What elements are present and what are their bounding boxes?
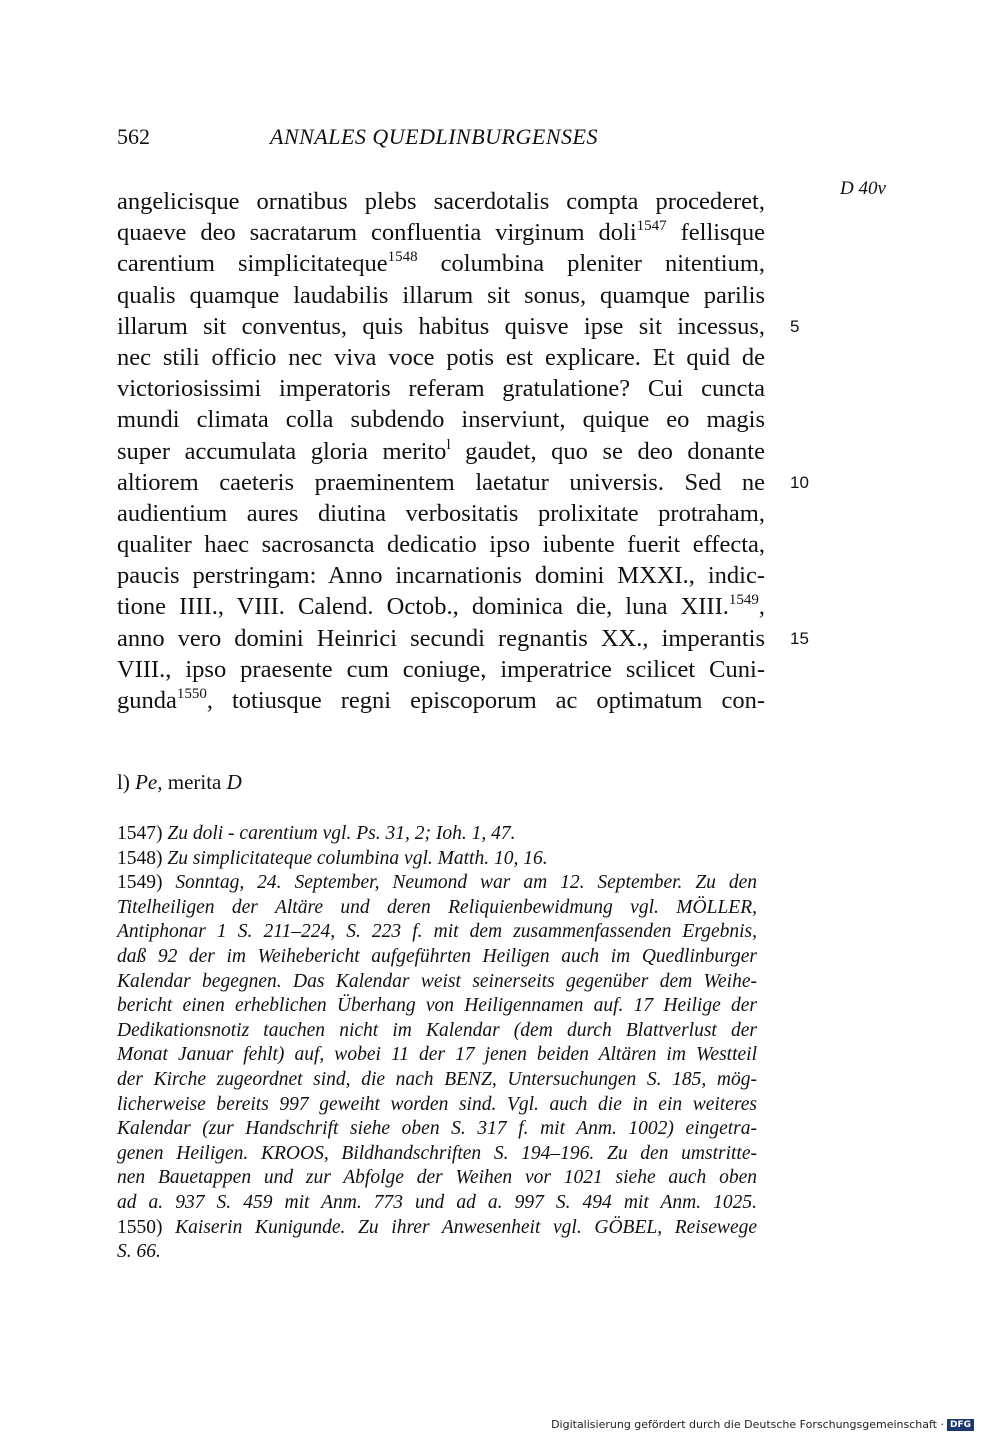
- text-line: [117, 373, 765, 404]
- text-segment: victoriosissimi imperatoris referam gratulatione? Cui cuncta: [117, 375, 765, 403]
- footnote-line: [117, 1191, 757, 1216]
- running-title: ANNALES QUEDLINBURGENSES: [270, 124, 598, 149]
- text-line: [117, 623, 765, 654]
- text-segment: quaeve deo sacratarum confluentia virginum doli: [117, 219, 637, 247]
- footnotes: [117, 822, 757, 1265]
- margin-siglum: D 40v: [840, 178, 886, 199]
- text-segment: paucis perstringam: Anno incarnationis domini MXXI., indic-: [117, 562, 765, 590]
- footnote-text: Sonntag, 24. September, Neumond war am 12. September. Zu den: [175, 872, 757, 894]
- footnote-text: genen Heiligen. KROOS, Bildhandschriften S. 194–196. Zu den umstritte-: [117, 1142, 757, 1164]
- footnote-line: [117, 945, 757, 970]
- note-reference: l: [446, 436, 451, 453]
- footnote-text: Monat Januar fehlt) auf, wobei 11 der 17 jenen beiden Altären im Westteil: [117, 1044, 757, 1066]
- text-line: [117, 498, 765, 529]
- text-line: [117, 591, 765, 622]
- text-segment: fellisque: [666, 219, 765, 247]
- text-segment: altiorem caeteris praeminentem laetatur universis. Sed ne: [117, 468, 765, 496]
- footnote-number: 1550): [117, 1216, 176, 1238]
- footnote-line: [117, 1216, 757, 1241]
- footnote-line: [117, 1166, 757, 1191]
- footnote-line: [117, 1117, 757, 1142]
- footnote-text: Dedikationsnotiz tauchen nicht im Kalendar (dem durch Blattverlust der: [117, 1019, 757, 1041]
- footnote-line: [117, 1043, 757, 1068]
- text-segment: tione IIII., VIII. Calend. Octob., dominica die, luna XIII.: [117, 593, 729, 621]
- text-segment: anno vero domini Heinrici secundi regnantis XX., imperantis: [117, 624, 765, 652]
- footnote-text: Titelheiligen der Altäre und deren Reliquienbewidmung vgl. MÖLLER,: [117, 896, 757, 918]
- footnote-text: bericht einen erheblichen Überhang von Heiligennamen auf. 17 Heilige der: [117, 995, 757, 1017]
- text-segment: gunda: [117, 687, 177, 714]
- footnote-text: der Kirche zugeordnet sind, die nach BENZ, Untersuchungen S. 185, mög-: [117, 1068, 757, 1090]
- text-segment: gaudet, quo se deo donante: [450, 437, 765, 465]
- footnote-number: 1548): [117, 847, 168, 869]
- footer-credit: [551, 1418, 974, 1431]
- footnote-text: Zu simplicitateque columbina vgl. Matth. 10, 16.: [167, 847, 548, 869]
- footnote-line: [117, 970, 757, 995]
- line-number: 5: [790, 316, 800, 336]
- text-line: [117, 248, 765, 279]
- main-text: [117, 186, 765, 716]
- line-number: 15: [790, 628, 809, 648]
- footnote-number: 1547): [117, 823, 168, 844]
- footnote-text: Kaiserin Kunigunde. Zu ihrer Anwesenheit vgl. GÖBEL, Reisewege: [175, 1216, 758, 1238]
- text-line: [117, 404, 765, 435]
- text-segment: super accumulata gloria merito: [117, 437, 447, 465]
- footnote-line: [117, 1240, 757, 1265]
- apparatus-siglum: Pe,: [135, 770, 163, 794]
- text-line: [117, 467, 765, 498]
- apparatus-siglum-2: D: [226, 770, 242, 794]
- text-segment: columbina pleniter nitentium,: [417, 250, 765, 278]
- apparatus-label: l): [117, 770, 130, 794]
- note-reference: 1549: [728, 592, 759, 609]
- footnote-number: 1549): [117, 872, 176, 894]
- dfg-logo: DFG: [947, 1419, 974, 1431]
- text-segment: , totiusque regni episcoporum ac optimatum con-: [206, 687, 765, 714]
- text-line: [117, 311, 765, 342]
- text-line: [117, 217, 765, 248]
- text-line: [117, 280, 765, 311]
- footnote-text: Antiphonar 1 S. 211–224, S. 223 f. mit dem zusammenfassenden Ergebnis,: [117, 921, 757, 943]
- footnote-text: licherweise bereits 997 geweiht worden sind. Vgl. auch die in ein weiteres: [117, 1093, 757, 1115]
- footnote-text: nen Bauetappen und zur Abfolge der Weihen vor 1021 siehe auch oben: [117, 1167, 757, 1189]
- apparatus-note: [117, 770, 242, 795]
- footnote-text: ad a. 937 S. 459 mit Anm. 773 und ad a. 997 S. 494 mit Anm. 1025.: [117, 1191, 757, 1213]
- text-segment: illarum sit conventus, quis habitus quisve ipse sit incessus,: [117, 312, 765, 340]
- text-line: [117, 436, 765, 467]
- text-segment: mundi climata colla subdendo inserviunt, quique eo magis: [117, 406, 765, 434]
- text-segment: audientium aures diutina verbositatis prolixitate protraham,: [117, 499, 765, 527]
- text-segment: ,: [758, 593, 765, 621]
- footnote-line: [117, 1142, 757, 1167]
- footnote-text: Kalendar begegnen. Das Kalendar weist seinerseits gegenüber dem Weihe-: [117, 970, 757, 992]
- text-segment: qualiter haec sacrosancta dedicatio ipso iubente fuerit effecta,: [117, 531, 765, 559]
- text-segment: VIII., ipso praesente cum coniuge, imperatrice scilicet Cuni-: [117, 655, 765, 683]
- text-line: [117, 560, 765, 591]
- text-segment: angelicisque ornatibus plebs sacerdotalis compta procederet,: [117, 188, 765, 215]
- footnote-line: [117, 871, 757, 896]
- footnote-line: [117, 1068, 757, 1093]
- footnote-text: daß 92 der im Weihebericht aufgeführten Heiligen auch im Quedlinburger: [117, 945, 757, 967]
- apparatus-reading: merita: [167, 770, 222, 794]
- line-number: 10: [790, 472, 809, 492]
- text-line: [117, 685, 765, 716]
- text-line: [117, 342, 765, 373]
- footnote-text: Kalendar (zur Handschrift siehe oben S. 317 f. mit Anm. 1002) eingetra-: [117, 1118, 757, 1140]
- footnote-line: [117, 1019, 757, 1044]
- text-segment: nec stili officio nec viva voce potis est explicare. Et quid de: [117, 343, 765, 371]
- text-segment: carentium simplicitateque: [117, 250, 388, 278]
- footnote-line: [117, 994, 757, 1019]
- text-line: [117, 186, 765, 217]
- note-reference: 1548: [387, 249, 418, 266]
- text-segment: qualis quamque laudabilis illarum sit sonus, quamque parilis: [117, 281, 765, 309]
- page-number: 562: [117, 124, 150, 149]
- footnote-line: [117, 920, 757, 945]
- note-reference: 1547: [636, 218, 667, 235]
- footnote-text: Zu doli - carentium vgl. Ps. 31, 2; Ioh. 1, 47.: [167, 823, 516, 844]
- footnote-line: [117, 847, 757, 872]
- text-line: [117, 529, 765, 560]
- footnote-text: S. 66.: [117, 1241, 161, 1263]
- note-reference: 1550: [176, 686, 207, 702]
- footnote-line: [117, 822, 757, 847]
- footnote-line: [117, 1093, 757, 1118]
- footer-credit-text: Digitalisierung gefördert durch die Deutsche Forschungsgemeinschaft ·: [551, 1418, 944, 1431]
- footnote-line: [117, 896, 757, 921]
- text-line: [117, 654, 765, 685]
